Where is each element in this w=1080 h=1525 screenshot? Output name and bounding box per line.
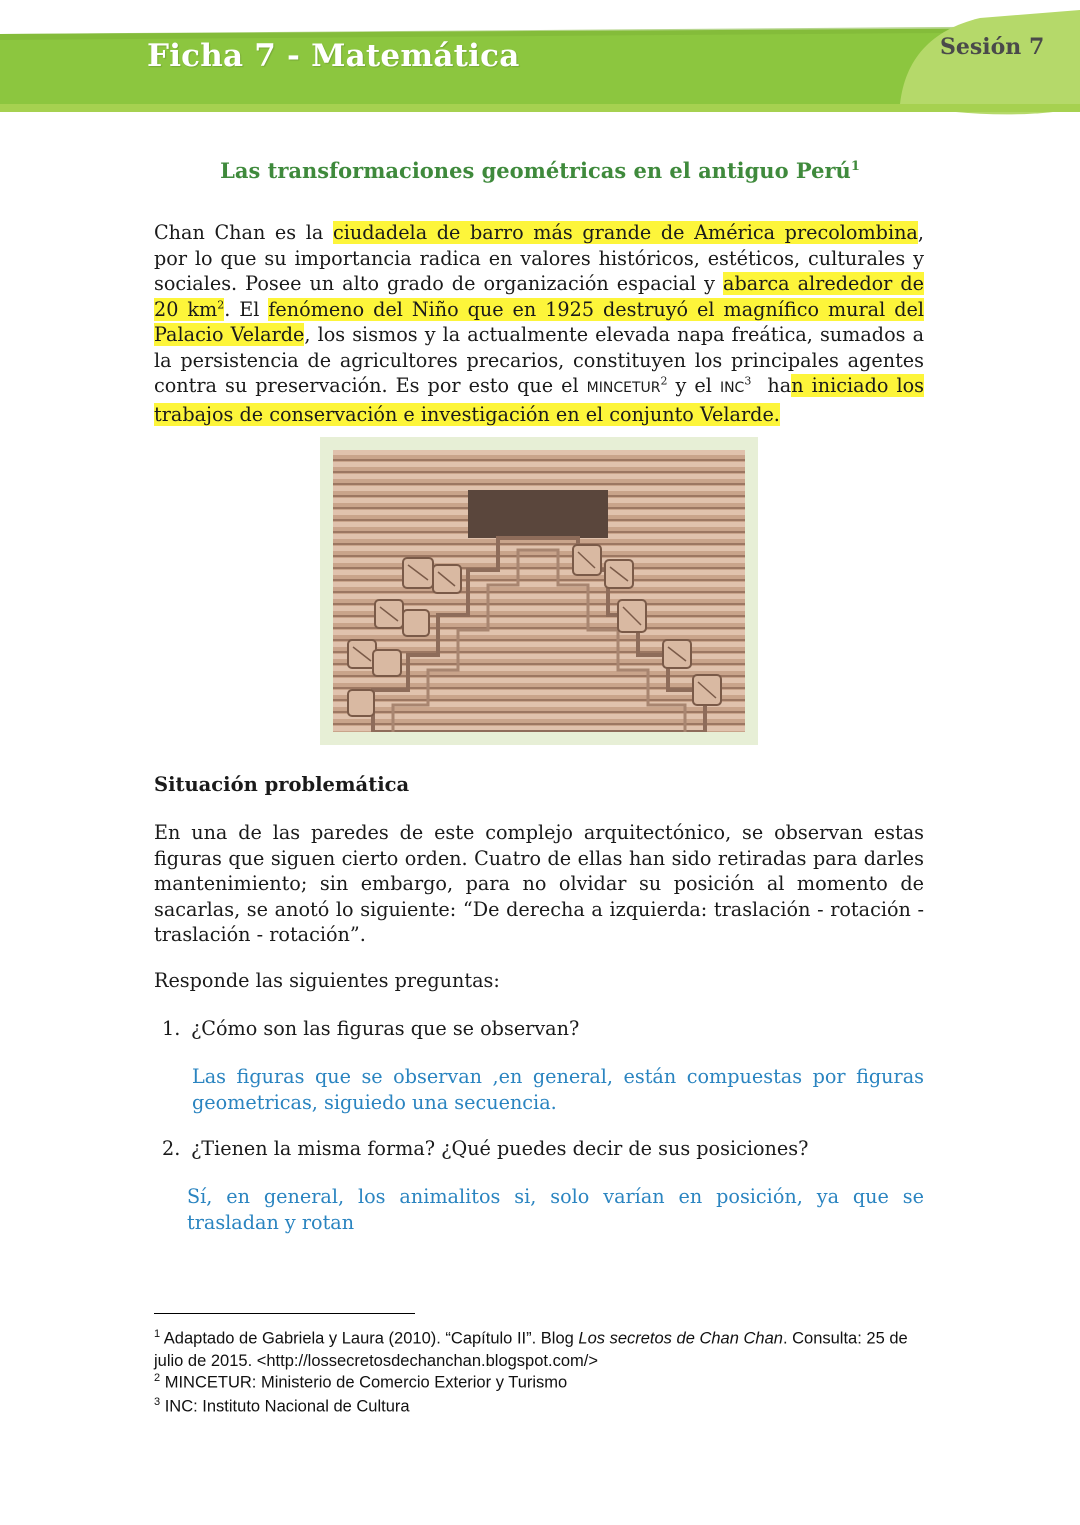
footnote-number: 2 xyxy=(154,1372,161,1384)
footnote-number: 3 xyxy=(154,1396,161,1408)
question-1 xyxy=(162,1016,579,1041)
page-header xyxy=(0,0,1080,115)
footnote-blog-title: Los secretos de Chan Chan xyxy=(578,1329,783,1348)
question-2 xyxy=(162,1136,808,1161)
footnote-1 xyxy=(154,1323,924,1372)
title-text: Las transformaciones geométricas en el antiguo Perú xyxy=(220,158,851,183)
intro-highlight: n iniciado los trabajos de conservación e investigación en el conjunto Velarde. xyxy=(154,374,924,426)
footnote-text: Adaptado de Gabriela y Laura (2010). “Capítulo II”. Blog xyxy=(160,1329,579,1348)
superscript: 2 xyxy=(217,298,225,312)
question-text: ¿Tienen la misma forma? ¿Qué puedes decir de sus posiciones? xyxy=(191,1137,809,1160)
footnote-text: INC: Instituto Nacional de Cultura xyxy=(160,1397,410,1416)
answer-1: Las figuras que se observan ,en general, están compuestas por figuras geometricas, siguiedo una secuencia. xyxy=(192,1065,924,1114)
question-text: ¿Cómo son las figuras que se observan? xyxy=(191,1017,580,1040)
intro-text: , por lo que su importancia radica en valores históricos, estéticos, culturales y sociales. Posee un alto grado de organización espacial y xyxy=(154,221,924,295)
intro-text: Chan Chan es la xyxy=(154,221,333,244)
document-title xyxy=(0,158,1080,183)
intro-paragraph xyxy=(154,220,924,427)
intro-text: y el xyxy=(667,374,720,397)
footnote-text: MINCETUR: Ministerio de Comercio Exterior y Turismo xyxy=(160,1373,568,1392)
situation-heading: Situación problemática xyxy=(154,773,410,796)
mural-photo-frame xyxy=(320,437,758,745)
footnote-number: 1 xyxy=(154,1328,161,1340)
footnote-text: . Consulta: 25 de julio de 2015. <http://lossecretosdechanchan.blogspot.com/> xyxy=(154,1329,908,1370)
question-number: 1. xyxy=(162,1017,181,1040)
intro-text: ha xyxy=(751,374,792,397)
intro-text: . El xyxy=(224,297,269,321)
mincetur-abbr: MINCETUR xyxy=(586,380,661,396)
intro-text: , los sismos y la actualmente elevada napa freática, sumados a la persistencia de agricultores precarios, constituyen los principales agentes contra su preservación. Es por esto que el xyxy=(154,323,925,397)
mural-image xyxy=(333,450,745,732)
footnote-3 xyxy=(154,1391,924,1418)
intro-highlight: ciudadela de barro más grande de América precolombina xyxy=(332,221,918,244)
situation-paragraph: En una de las paredes de este complejo arquitectónico, se observan estas figuras que siguen cierto orden. Cuatro de ellas han sido retiradas para darles mantenimiento; sin embargo, para no olvidar su posición al momento de sacarlas, se anotó lo siguiente: “De derecha a izquierda: traslación - rotación - traslación - rotación”. xyxy=(154,821,924,946)
questions-prompt: Responde las siguientes preguntas: xyxy=(154,969,500,992)
footnote-marker: 2 xyxy=(660,374,668,388)
inc-abbr: INC xyxy=(719,380,745,396)
intro-highlight: fenómeno del Niño que en 1925 destruyó el magnífico mural del Palacio Velarde xyxy=(154,297,924,346)
answer-2: Sí, en general, los animalitos si, solo varían en posición, ya que se trasladan y rotan xyxy=(187,1185,924,1234)
footnote-marker: 3 xyxy=(744,374,752,388)
session-label: Sesión 7 xyxy=(940,34,1045,60)
footnote-separator xyxy=(154,1313,415,1314)
title-footnote-marker: 1 xyxy=(850,159,860,174)
footnote-2 xyxy=(154,1367,924,1394)
question-number: 2. xyxy=(162,1137,181,1160)
header-title: Ficha 7 - Matemática xyxy=(147,38,520,74)
intro-highlight-text: abarca alrededor de 20 km xyxy=(154,272,924,321)
